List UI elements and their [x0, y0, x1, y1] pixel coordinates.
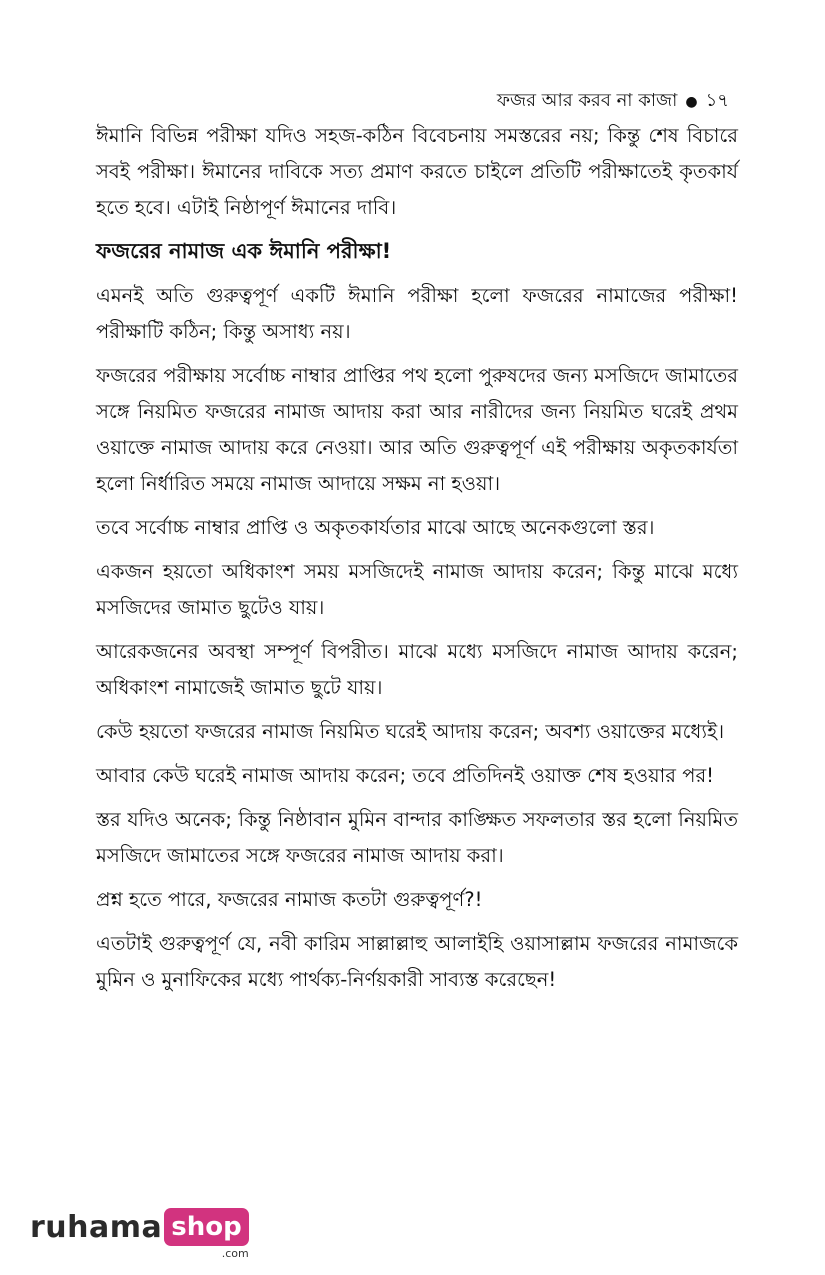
bullet-icon: ● [685, 93, 698, 110]
page-header [497, 86, 729, 117]
ruhama-shop-logo [30, 1208, 249, 1260]
paragraph: আবার কেউ ঘরেই নামাজ আদায় করেন; তবে প্রতিদিনই ওয়াক্ত শেষ হওয়ার পর! [96, 764, 714, 787]
page-body [96, 118, 738, 1006]
paragraph: ফজরের পরীক্ষায় সর্বোচ্চ নাম্বার প্রাপ্তির পথ হলো পুরুষদের জন্য মসজিদে জামাতের সঙ্গে নিয়মিত ফজরের নামাজ আদায় করা আর নারীদের জন্য নিয়মিত ঘরেই প্রথম ওয়াক্তে নামাজ আদায় করে নেওয়া। আর অতি গুরুত্বপূর্ণ এই পরীক্ষায় অকৃতকার্যতা হলো নির্ধারিত সময়ে নামাজ আদায়ে সক্ষম না হওয়া। [96, 364, 738, 495]
paragraph: কেউ হয়তো ফজরের নামাজ নিয়মিত ঘরেই আদায় করেন; অবশ্য ওয়াক্তের মধ্যেই। [96, 720, 725, 743]
paragraph: এতটাই গুরুত্বপূর্ণ যে, নবী কারিম সাল্লাল্লাহু আলাইহি ওয়াসাল্লাম ফজরের নামাজকে মুমিন ও মুনাফিকের মধ্যে পার্থক্য-নির্ণয়কারী সাব্যস্ত করেছেন! [96, 932, 738, 991]
logo-shop-badge: shop [164, 1208, 248, 1246]
paragraph: একজন হয়তো অধিকাংশ সময় মসজিদেই নামাজ আদায় করেন; কিন্তু মাঝে মধ্যে মসজিদের জামাত ছুটেও যায়। [96, 560, 738, 619]
paragraph: ঈমানি বিভিন্ন পরীক্ষা যদিও সহজ-কঠিন বিবেচনায় সমস্তরের নয়; কিন্তু শেষ বিচারে সবই পরীক্ষা। ঈমানের দাবিকে সত্য প্রমাণ করতে চাইলে প্রতিটি পরীক্ষাতেই কৃতকার্য হতে হবে। এটাই নিষ্ঠাপূর্ণ ঈমানের দাবি। [96, 124, 738, 219]
logo-domain: .com [221, 1247, 249, 1260]
paragraph: আরেকজনের অবস্থা সম্পূর্ণ বিপরীত। মাঝে মধ্যে মসজিদে নামাজ আদায় করেন; অধিকাংশ নামাজেই জামাত ছুটে যায়। [96, 640, 738, 699]
page-number: ১৭ [705, 90, 729, 111]
logo-shop-group [164, 1208, 248, 1260]
running-title: ফজর আর করব না কাজা [496, 90, 678, 111]
paragraph: স্তর যদিও অনেক; কিন্তু নিষ্ঠাবান মুমিন বান্দার কাঙ্ক্ষিত সফলতার স্তর হলো নিয়মিত মসজিদে জামাতের সঙ্গে ফজরের নামাজ আদায় করা। [96, 808, 738, 867]
section-heading: ফজরের নামাজ এক ঈমানি পরীক্ষা! [96, 239, 392, 263]
paragraph: এমনই অতি গুরুত্বপূর্ণ একটি ঈমানি পরীক্ষা হলো ফজরের নামাজের পরীক্ষা! পরীক্ষাটি কঠিন; কিন্তু অসাধ্য নয়। [96, 284, 738, 343]
paragraph: প্রশ্ন হতে পারে, ফজরের নামাজ কতটা গুরুত্বপূর্ণ?! [96, 888, 483, 911]
logo-word: ruhama [30, 1210, 163, 1245]
paragraph: তবে সর্বোচ্চ নাম্বার প্রাপ্তি ও অকৃতকার্যতার মাঝে আছে অনেকগুলো স্তর। [96, 516, 655, 539]
